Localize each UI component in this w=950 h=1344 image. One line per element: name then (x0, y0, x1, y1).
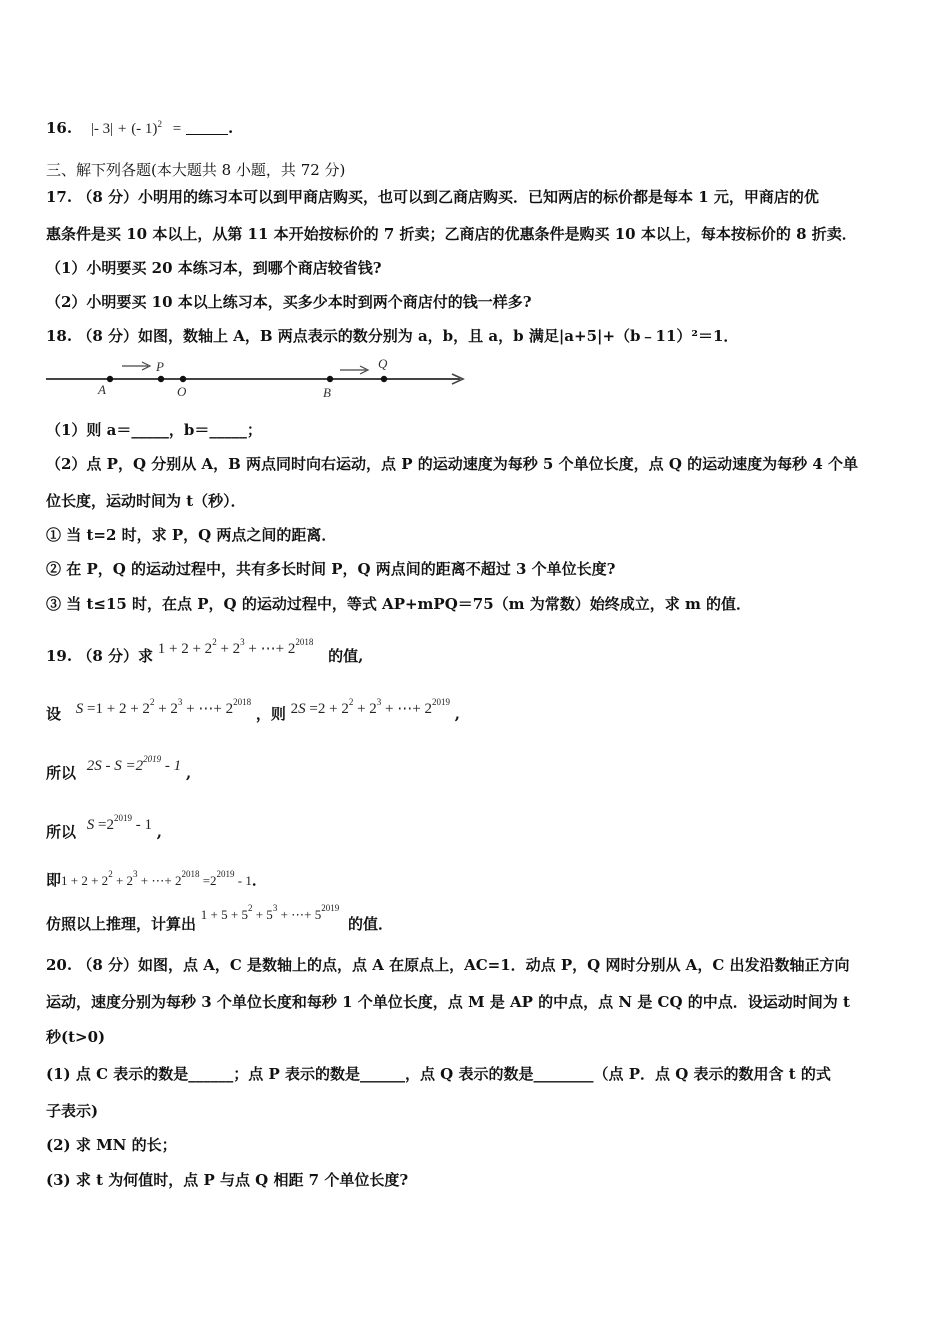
q17-sub1: （1）小明要买 20 本练习本，到哪个商店较省钱? (46, 259, 382, 277)
q19-prefix: 19. （8 分）求 (46, 647, 153, 665)
label-P: P (156, 359, 164, 374)
q16-paren: (- 1) (131, 121, 158, 137)
q18-case3: ③ 当 t≤15 时，在点 P，Q 的运动过程中，等式 AP+mPQ＝75（m 为常数）始终成立，求 m 的值． (46, 595, 752, 613)
q18-case2: ② 在 P，Q 的运动过程中，共有多长时间 P，Q 两点间的距离不超过 3 个单位长度? (46, 560, 616, 578)
q16 (46, 114, 910, 139)
q19-so2: 所以 (46, 823, 77, 841)
point-O (180, 376, 186, 382)
q19-imitate-line (46, 903, 910, 935)
q19-sum-expression: $1 + 2 + 2^2 + 2^3$ + ⋯+ $2^{2018}$ (157, 637, 314, 657)
q18-sub2-line2: 位长度，运动时间为 t（秒）． (46, 492, 246, 510)
q18-number-line-figure (40, 352, 480, 402)
q20-sub1-line2: 子表示) (46, 1102, 99, 1120)
point-Q (381, 376, 387, 382)
q19-s-result: $S =2^{2019} - 1$ (86, 813, 153, 833)
point-A (107, 376, 113, 382)
q18-line1: 18. （8 分）如图，数轴上 A，B 两点表示的数分别为 a，b，且 a，b 满足|a+5|+（b﹣11）²＝1． (46, 327, 739, 345)
q19-identity: $1 + 2 + 2^2 + 2^3$ + ⋯+ $2^{2018} =2^{2019} - 1$ (61, 869, 252, 888)
q19-suffix: 的值, (328, 647, 364, 665)
q19-five-sum: $1 + 5 + 5^2 + 5^3$ + ⋯+ $5^{2019}$ (200, 903, 340, 922)
q16-abs: |- 3| (90, 121, 114, 137)
q18-sub2-line1: （2）点 P，Q 分别从 A，B 两点同时向右运动，点 P 的运动速度为每秒 5 个单位长度，点 Q 的运动速度为每秒 4 个单 (46, 455, 858, 473)
label-B: B (323, 385, 331, 400)
q19-s-expression: $S =1 + 2 + 2^2 + 2^3$ + ⋯+ $2^{2018}$ (75, 697, 252, 717)
q19-2s-expression: $2S =2 + 2^2 + 2^3$ + ⋯+ $2^{2019}$ (290, 697, 450, 717)
q19-set-line: 设 $S =1 + 2 + 2^2 + 2^3$ + ⋯+ $2^{2018}$ ，则 $2S =2 + 2^2 + 2^3$ + ⋯+ $2^{2019}$ , (46, 697, 460, 723)
q19-question (46, 637, 910, 667)
q18-sub1: （1）则 a＝_____，b＝_____； (46, 421, 262, 439)
q19-then: ，则 (255, 705, 286, 723)
q20-sub1-line1: (1) 点 C 表示的数是______；点 P 表示的数是______，点 Q 表示的数是________（点 P．点 Q 表示的数用含 t 的式 (46, 1065, 831, 1083)
q19-imitate: 仿照以上推理，计算出 (46, 915, 197, 933)
section3-title: 三、解下列各题(本大题共 8 小题，共 72 分) (46, 161, 346, 179)
q16-answer-blank[interactable] (186, 120, 228, 135)
q19-set-prefix: 设 (46, 705, 62, 723)
q19-so1-line: 所以 $2S - S =2^{2019} - 1$ , (46, 754, 192, 782)
q19-2s-minus-s: $2S - S =2^{2019} - 1$ (86, 754, 182, 774)
q20-line2: 运动，速度分别为每秒 3 个单位长度和每秒 1 个单位长度，点 M 是 AP 的中点，点 N 是 CQ 的中点．设运动时间为 t (46, 993, 850, 1011)
q19-ji-line: 即$1 + 2 + 2^2 + 2^3$ + ⋯+ $2^{2018} =2^{2019} - 1$． (46, 869, 267, 889)
q16-period: . (227, 119, 234, 137)
q20-sub2: (2) 求 MN 的长； (46, 1136, 177, 1154)
point-P (158, 376, 164, 382)
q16-plus: + (117, 121, 127, 137)
q20-sub3: (3) 求 t 为何值时，点 P 与点 Q 相距 7 个单位长度? (46, 1171, 409, 1189)
label-Q: Q (378, 356, 388, 371)
q16-exp: 2 (157, 119, 162, 129)
q17-line1: 17. （8 分）小明用的练习本可以到甲商店购买，也可以到乙商店购买．已知两店的标价都是每本 1 元，甲商店的优 (46, 188, 819, 206)
q19-so2-line: 所以 $S =2^{2019} - 1$ , (46, 813, 163, 841)
q20-line3: 秒(t>0) (46, 1028, 106, 1046)
point-B (327, 376, 333, 382)
q19-so1: 所以 (46, 764, 77, 782)
q17-sub2: （2）小明要买 10 本以上练习本，买多少本时到两个商店付的钱一样多? (46, 293, 532, 311)
q16-number: 16. (46, 119, 73, 137)
q19-imitate-suffix: 的值． (348, 915, 394, 933)
q16-equals: = (172, 121, 182, 137)
q18-case1: ① 当 t=2 时，求 P，Q 两点之间的距离． (46, 526, 337, 544)
label-A: A (98, 382, 106, 397)
q19-ji: 即 (46, 871, 62, 889)
q17-line2: 惠条件是买 10 本以上，从第 11 本开始按标价的 7 折卖；乙商店的优惠条件是购买 10 本以上，每本按标价的 8 折卖． (46, 225, 857, 243)
q20-line1: 20. （8 分）如图，点 A，C 是数轴上的点，点 A 在原点上，AC=1．动点 P，Q 网时分别从 A，C 出发沿数轴正方向 (46, 956, 850, 974)
label-O: O (177, 384, 187, 399)
